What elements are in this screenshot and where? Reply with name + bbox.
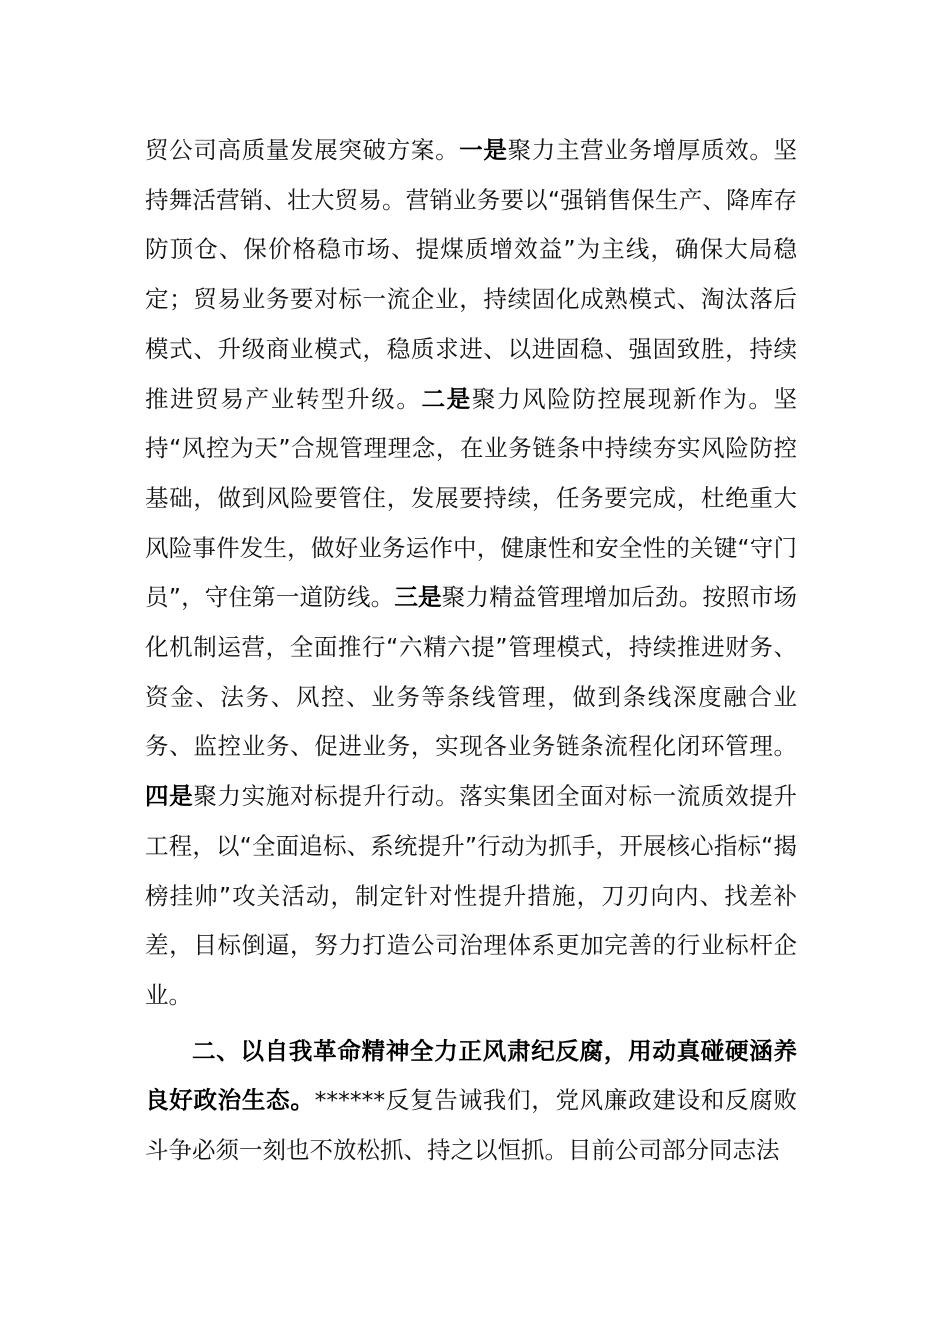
point-label-second: 二是 xyxy=(421,384,472,413)
document-body xyxy=(145,126,797,1176)
paragraph-text: ******反复告诫我们，党风廉政建设和反腐败斗争必须一刻也不放松抓、持之以恒抓。目前公司部分同志法 xyxy=(145,1086,798,1165)
paragraph-text: 聚力精益管理增加后劲。按照市场化机制运营，全面推行“六精六提”管理模式，持续推进财务、资金、法务、风控、业务等条线管理，做到条线深度融合业务、监控业务、促进业务，实现各业务链条流程化闭环管理。 xyxy=(145,583,798,761)
paragraph-section-two xyxy=(145,1027,797,1176)
paragraph-text: 聚力主营业务增厚质效。坚持舞活营销、壮大贸易。营销业务要以“强销售保生产、降库存防顶仓、保价格稳市场、提煤质增效益”为主线，确保大局稳定；贸易业务要对标一流企业，持续固化成熟模式、淘汰落后模式、升级商业模式，稳质求进、以进固稳、强固致胜，持续推进贸易产业转型升级。 xyxy=(145,136,798,413)
point-label-third: 三是 xyxy=(394,583,442,612)
point-label-fourth: 四是 xyxy=(145,782,194,811)
point-label-first: 一是 xyxy=(459,136,508,164)
paragraph-business-measures xyxy=(145,126,797,1021)
section-heading: 二、以自我革命精神全力正风肃纪反腐，用动真碰硬涵养良好政治生态。 xyxy=(145,1036,797,1115)
paragraph-text: 贸公司高质量发展突破方案。 xyxy=(145,136,460,164)
paragraph-text: 聚力风险防控展现新作为。坚持“风控为天”合规管理理念，在业务链条中持续夯实风险防控基础，做到风险要管住，发展要持续，任务要完成，杜绝重大风险事件发生，做好业务运作中，健康性和安全性的关键“守门员”，守住第一道防线。 xyxy=(145,384,798,612)
paragraph-text: 聚力实施对标提升行动。落实集团全面对标一流质效提升工程，以“全面追标、系统提升”行动为抓手，开展核心指标“揭榜挂帅”攻关活动，制定针对性提升措施，刀刃向内、找差补差，目标倒逼，努力打造公司治理体系更加完善的行业标杆企业。 xyxy=(145,782,798,1009)
